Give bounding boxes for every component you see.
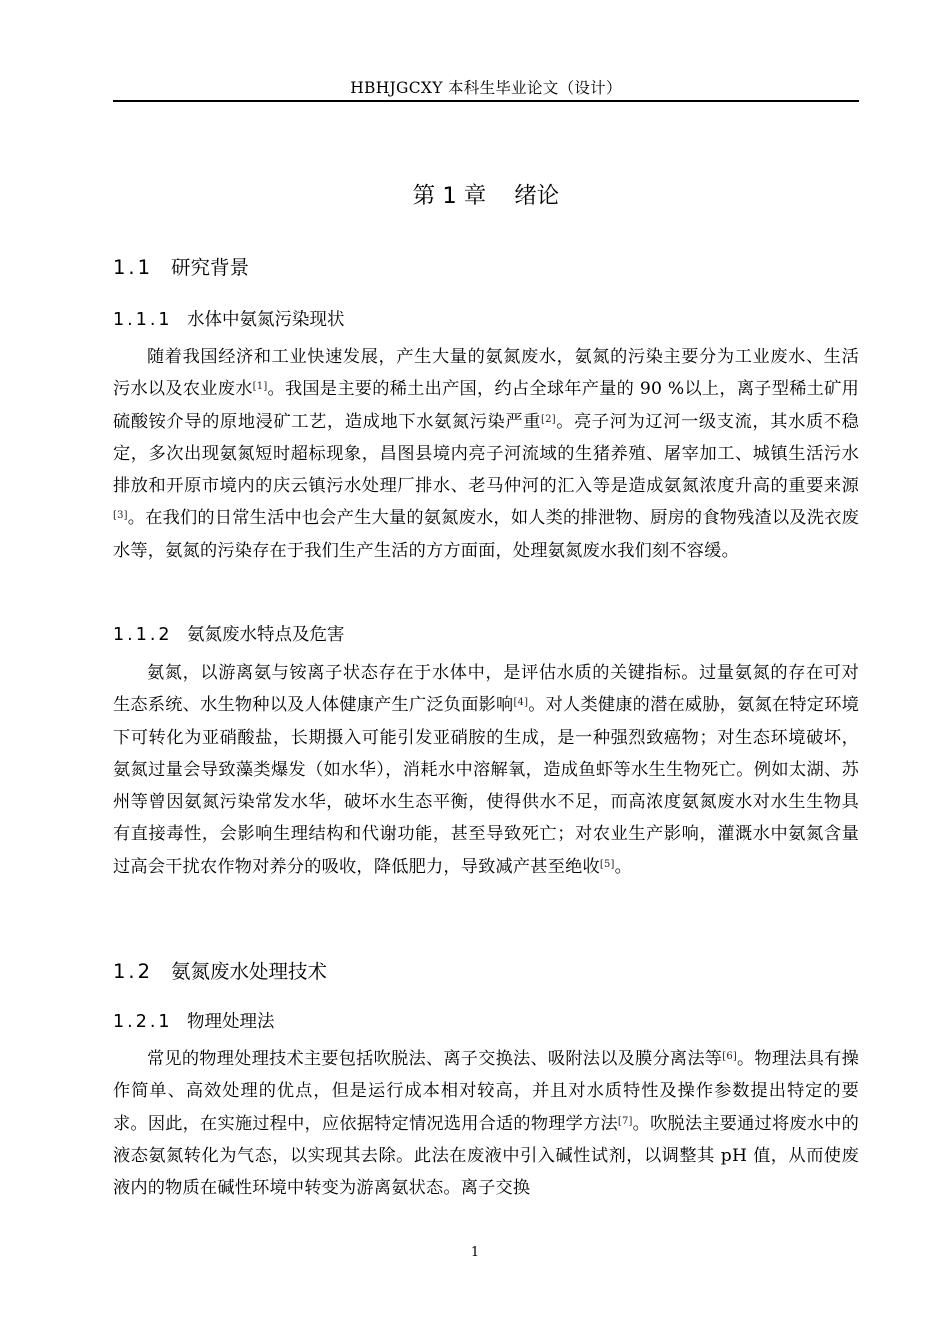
paragraph-text: 。亮子河为辽河一级支流，其水质不稳定，多次出现氨氮短时超标现象，昌图县境内亮子河流域的生猪养殖、屠宰加工、城镇生活污水排放和开原市境内的庆云镇污水处理厂排水、老马仲河的汇入等是造成氨氮浓度升高的重要来源 (113, 411, 859, 497)
citation-4: [4] (513, 697, 529, 709)
citation-7: [7] (617, 1115, 633, 1127)
page-number: 1 (470, 1245, 480, 1260)
subsection-title: 水体中氨氮污染现状 (187, 310, 345, 330)
chapter-number: 第 1 章 (412, 183, 487, 209)
subsection-heading-1-2-1 (113, 1008, 275, 1033)
paragraph-text: 。我国是主要的稀土出产国，约占全球年产量的 90 %以上，离子型稀土矿用硫酸铵介导的原地浸矿工艺，造成地下水氨氮污染严重 (113, 379, 859, 432)
subsection-number: 1.2.1 (113, 1012, 173, 1032)
chapter-name: 绪论 (514, 183, 560, 209)
paragraph-text: 常见的物理处理技术主要包括吹脱法、离子交换法、吸附法以及膜分离法等 (147, 1049, 723, 1069)
page-header: HBHJGCXY 本科生毕业论文（设计） (350, 79, 622, 97)
section-title: 氨氮废水处理技术 (171, 960, 328, 983)
section-title: 研究背景 (171, 256, 250, 279)
section-number: 1.2 (113, 960, 154, 983)
paragraph-ammonia-pollution (113, 341, 859, 567)
paragraph-text: 。物理法具有操作简单、高效处理的优点，但是运行成本相对较高，并且对水质特性及操作参数提出特定的要求。因此，在实施过程中，应依据特定情况选用合适的物理学方法 (113, 1049, 859, 1134)
paragraph-text: 。吹脱法主要通过将废水中的液态氨氮转化为气态，以实现其去除。此法在废液中引入碱性试剂，以调整其 pH 值，从而使废液内的物质在碱性环境中转变为游离氨状态。离子交换 (113, 1113, 859, 1199)
subsection-title: 物理处理法 (187, 1012, 275, 1032)
chapter-title (113, 178, 859, 210)
section-heading-1-2 (113, 956, 327, 984)
citation-2: [2] (541, 413, 556, 425)
subsection-heading-1-1-2 (113, 621, 345, 646)
paragraph-text: 氨氮，以游离氨与铵离子状态存在于水体中，是评估水质的关键指标。过量氨氮的存在可对生态系统、水生物种以及人体健康产生广泛负面影响 (113, 663, 859, 716)
citation-6: [6] (722, 1051, 737, 1062)
paragraph-text: 。 (614, 856, 633, 877)
citation-5: [5] (599, 858, 615, 870)
header-rule (113, 100, 859, 102)
section-heading-1-1 (113, 252, 249, 280)
subsection-heading-1-1-1 (113, 306, 345, 331)
citation-3: [3] (113, 510, 128, 522)
paragraph-text: 随着我国经济和工业快速发展，产生大量的氨氮废水，氨氮的污染主要分为工业废水、生活污水以及农业废水 (113, 347, 859, 400)
section-number: 1.1 (113, 256, 154, 279)
paragraph-text: 。对人类健康的潜在威胁，氨氮在特定环境下可转化为亚硝酸盐，长期摄入可能引发亚硝胺的生成，是一种强烈致癌物；对生态环境破坏，氨氮过量会导致藻类爆发（如水华），消耗水中溶解氧，造成鱼虾等水生生物死亡。例如太湖、苏州等曾因氨氮污染常发水华，破坏水生态平衡，使得供水不足，而高浓度氨氮废水对水生生物具有直接毒性，会影响生理结构和代谢功能，甚至导致死亡；对农业生产影响，灌溉水中氨氮含量过高会干扰农作物对养分的吸收，降低肥力，导致减产甚至绝收 (113, 695, 859, 877)
paragraph-text: 。在我们的日常生活中也会产生大量的氨氮废水，如人类的排泄物、厨房的食物残渣以及洗衣废水等，氨氮的污染存在于我们生产生活的方方面面，处理氨氮废水我们刻不容缓。 (113, 508, 859, 561)
paragraph-physical-treatment (113, 1043, 859, 1204)
subsection-number: 1.1.2 (113, 625, 173, 645)
subsection-number: 1.1.1 (113, 310, 173, 330)
paragraph-ammonia-hazards (113, 657, 859, 883)
citation-1: [1] (252, 381, 268, 393)
subsection-title: 氨氮废水特点及危害 (187, 625, 345, 645)
